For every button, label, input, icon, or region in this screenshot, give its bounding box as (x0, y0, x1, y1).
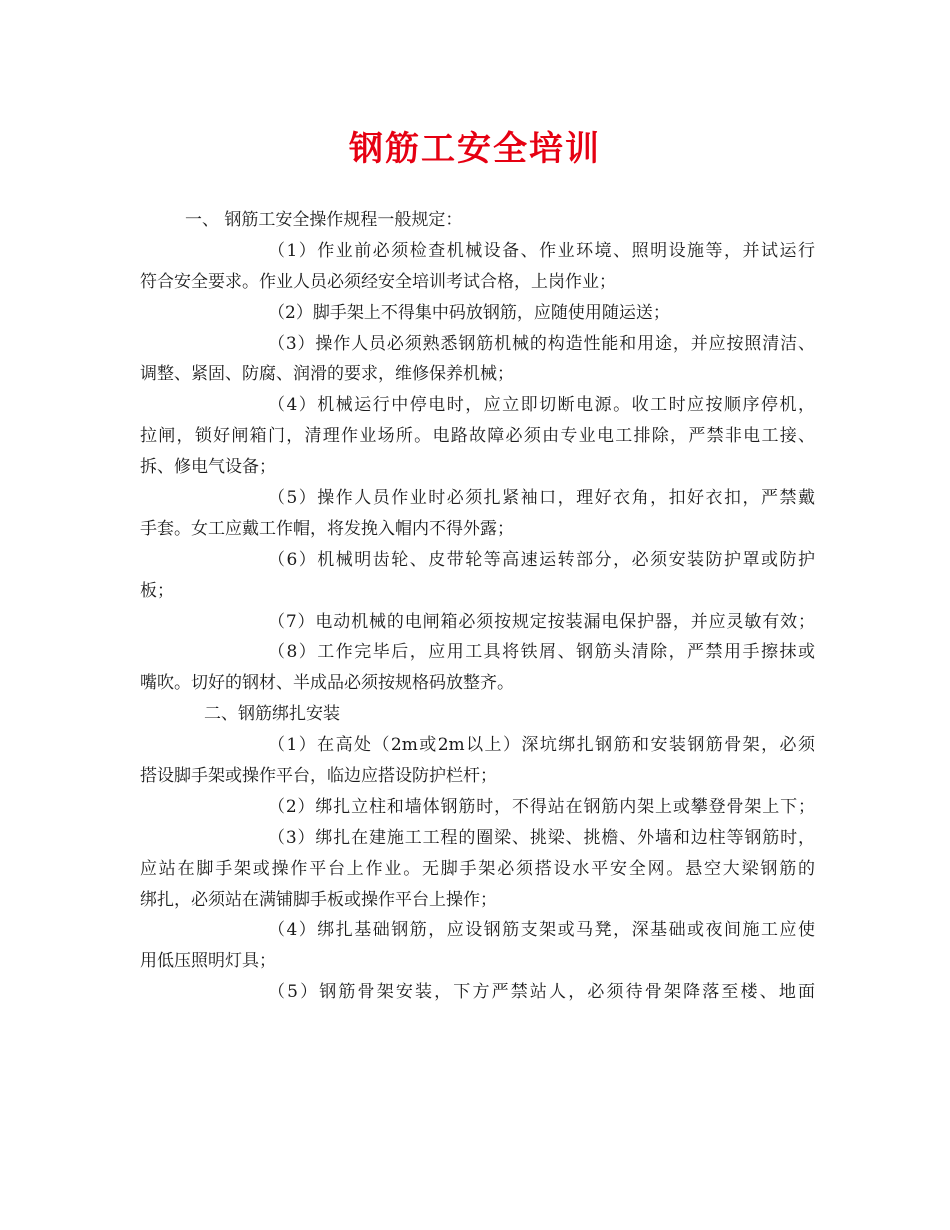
document-line: （5）钢筋骨架安装，下方严禁站人，必须待骨架降落至楼、地面 (268, 982, 815, 1003)
document-line: 用低压照明灯具； (140, 951, 276, 972)
document-line: （3）绑扎在建施工工程的圈梁、挑梁、挑檐、外墙和边柱等钢筋时， (268, 827, 815, 848)
document-line: （8）工作完毕后，应用工具将铁屑、钢筋头清除，严禁用手擦抹或 (268, 642, 815, 663)
document-line: 手套。女工应戴工作帽，将发挽入帽内不得外露； (140, 518, 514, 539)
document-line: （2）脚手架上不得集中码放钢筋，应随使用随运送； (268, 302, 670, 323)
document-line: （3）操作人员必须熟悉钢筋机械的构造性能和用途，并应按照清洁、 (268, 333, 815, 354)
document-line: 应站在脚手架或操作平台上作业。无脚手架必须搭设水平安全网。悬空大梁钢筋的 (140, 858, 815, 879)
document-line: 搭设脚手架或操作平台，临边应搭设防护栏杆； (140, 766, 497, 787)
document-line: 符合安全要求。作业人员必须经安全培训考试合格，上岗作业； (140, 271, 616, 292)
document-line: 板； (140, 580, 174, 601)
document-line: 嘴吹。切好的钢材、半成品必须按规格码放整齐。 (140, 673, 514, 694)
document-line: 绑扎，必须站在满铺脚手板或操作平台上操作； (140, 889, 497, 910)
document-line: （5）操作人员作业时必须扎紧袖口，理好衣角，扣好衣扣，严禁戴 (268, 488, 815, 509)
document-line: （1）在高处（2m或2m以上）深坑绑扎钢筋和安装钢筋骨架，必须 (268, 735, 815, 756)
document-line: （1）作业前必须检查机械设备、作业环境、照明设施等，并试运行 (268, 240, 815, 261)
document-line: 拉闸，锁好闸箱门，清理作业场所。电路故障必须由专业电工排除，严禁非电工接、 (140, 426, 815, 447)
document-line: （4）机械运行中停电时，应立即切断电源。收工时应按顺序停机， (268, 395, 815, 416)
document-title: 钢筋工安全培训 (349, 129, 601, 169)
document-line: （2）绑扎立柱和墙体钢筋时，不得站在钢筋内架上或攀登骨架上下； (268, 796, 815, 817)
document-line: 二、钢筋绑扎安装 (204, 704, 340, 725)
document-line: （6）机械明齿轮、皮带轮等高速运转部分，必须安装防护罩或防护 (268, 549, 815, 570)
document-line: 拆、修电气设备； (140, 457, 276, 478)
document-line: 一、 钢筋工安全操作规程一般规定： (185, 210, 463, 230)
document-line: （4）绑扎基础钢筋，应设钢筋支架或马凳，深基础或夜间施工应使 (268, 920, 815, 941)
document-line: 调整、紧固、防腐、润滑的要求，维修保养机械； (140, 364, 514, 385)
document-body (140, 205, 815, 1008)
document-line: （7）电动机械的电闸箱必须按规定按装漏电保护器，并应灵敏有效； (268, 611, 815, 632)
